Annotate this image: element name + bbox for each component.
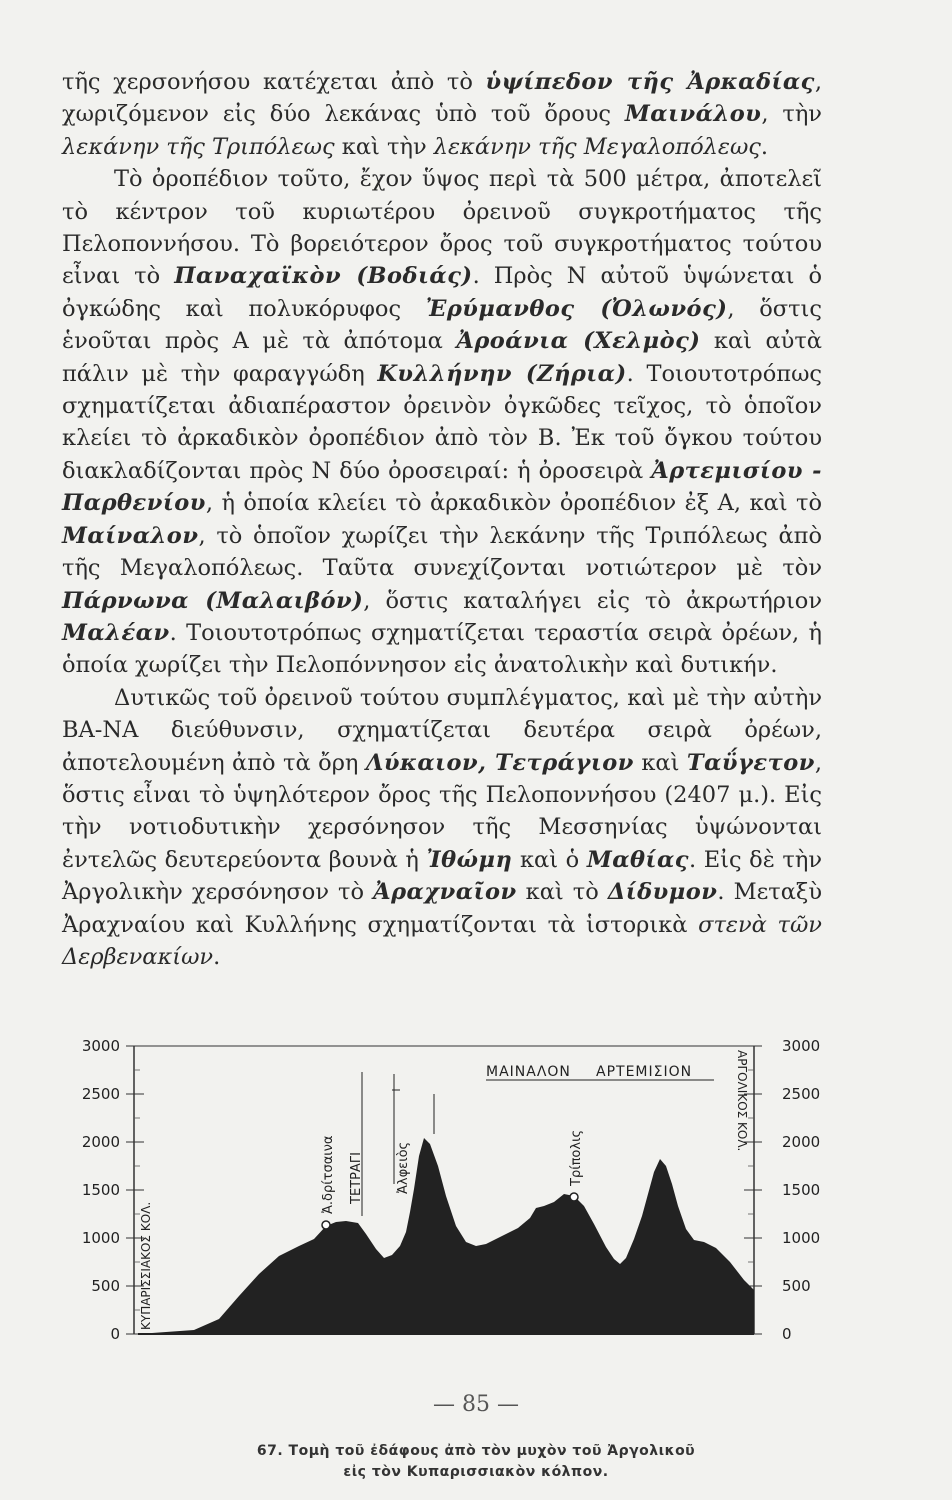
bold-term: Λύκαιον, Τετράγιον bbox=[365, 749, 634, 776]
left-tick-label: 500 bbox=[91, 1277, 120, 1295]
text-run: . Τοιουτοτρόπως σχηματίζεται τεραστία σειρὰ ὀρέων, ἡ ὁποία χωρίζει τὴν Πελοπόννησον εἰς ἀνατολικὴν καὶ δυτικήν. bbox=[62, 619, 822, 679]
text-run: Τὸ ὀροπέδιον τοῦτο, ἔχον ὕψος περὶ τὰ 500 μέτρα, ἀποτελεῖ τὸ κέντρον τοῦ κυριωτέρου ὀρεινοῦ συγκροτήματος τῆς Πελοποννήσου. Τὸ βορειότερον ὄρος τοῦ συγκροτήματος τούτου εἶναι τὸ bbox=[62, 166, 822, 290]
left-tick-label: 1000 bbox=[81, 1229, 120, 1247]
bold-term: Ταΰγετον bbox=[686, 749, 815, 776]
text-run: , χωριζόμενον εἰς δύο λεκάνας ὑπὸ τοῦ ὄρους bbox=[62, 69, 823, 128]
text-run: . Τοιουτοτρόπως σχηματίζεται ἀδιαπέραστον ὀρεινὸν ὀγκῶδες τεῖχος, τὸ ὁποῖον κλείει τὸ ἀρκαδικὸν ὀροπέδιον ἀπὸ τὸν Β. Ἐκ τοῦ ὄγκου τούτου διακλαδίζονται πρὸς Ν δύο ὀροσειραί: ἡ ὀροσειρὰ bbox=[62, 360, 823, 484]
italic-term: λεκάνην τῆς Μεγαλοπόλεως bbox=[433, 133, 761, 160]
bold-term: Μαινάλου bbox=[624, 101, 762, 128]
italic-term: λεκάνην τῆς Τριπόλεως bbox=[62, 133, 335, 160]
terrain-profile-svg bbox=[54, 1034, 844, 1394]
right-tick-label: 0 bbox=[782, 1325, 792, 1343]
italic-term: στενὰ τῶν Δερβενακίων bbox=[62, 911, 822, 970]
text-run: , ὅστις ἑνοῦται πρὸς Α μὲ τὰ ἀπότομα bbox=[62, 295, 822, 355]
page-number: — 85 — bbox=[433, 1392, 519, 1417]
left-gulf-label: ΚΥΠΑΡΙΣΣΙΑΚΟΣ ΚΟΛ. bbox=[139, 1201, 153, 1330]
left-tick-label: 0 bbox=[110, 1325, 120, 1343]
right-tick-label: 3000 bbox=[782, 1037, 821, 1055]
tripolis-marker bbox=[570, 1193, 578, 1201]
left-tick-label: 1500 bbox=[81, 1181, 120, 1199]
bold-term: Ἀραχναῖον bbox=[373, 879, 517, 906]
bold-term: Ἀρτεμισίου - Παρθενίου bbox=[62, 457, 822, 517]
bold-term: Κυλλήνην (Ζήρια) bbox=[377, 360, 627, 387]
paragraph bbox=[62, 66, 822, 163]
bold-term: Μαίναλον bbox=[62, 522, 199, 549]
text-run: καὶ bbox=[633, 749, 687, 776]
right-tick-label: 2500 bbox=[782, 1085, 821, 1103]
text-run: καὶ ὁ bbox=[512, 846, 587, 873]
bold-term: Μαλέαν bbox=[62, 619, 170, 646]
tetragi-label: ΤΕΤΡΑΓΙ bbox=[349, 1152, 364, 1204]
text-run: καὶ τὴν bbox=[334, 133, 434, 160]
bold-term: Δίδυμον bbox=[607, 879, 718, 906]
right-gulf-label: ΑΡΓΟΛΙΚΟΣ ΚΟΛ. bbox=[735, 1050, 749, 1152]
alfeios-label: Ἀλφειὸς bbox=[396, 1141, 411, 1194]
andritsaina-marker bbox=[322, 1221, 330, 1229]
left-tick-label: 2500 bbox=[81, 1085, 120, 1103]
text-run: , τὴν bbox=[761, 101, 822, 128]
bold-term: Ἀροάνια (Χελμὸς) bbox=[456, 328, 701, 355]
figure-caption-line-1: 67. Τομὴ τοῦ ἐδάφους ἀπὸ τὸν μυχὸν τοῦ Ἀργολικοῦ bbox=[256, 1443, 696, 1459]
text-run: . bbox=[213, 943, 221, 970]
text-run: Δυτικῶς τοῦ ὀρεινοῦ τούτου συμπλέγματος, καὶ μὲ τὴν αὐτὴν ΒΑ-ΝΑ διεύθυνσιν, σχηματίζεται δευτέρα σειρὰ ὀρέων, ἀποτελουμένη ἀπὸ τὰ ὄρη bbox=[62, 684, 822, 776]
body-text bbox=[62, 66, 822, 973]
mainalon-label: ΜΑΙΝΑΛΟΝ bbox=[486, 1064, 571, 1080]
text-run: καὶ τὸ bbox=[516, 879, 608, 906]
figure-caption-line-2: εἰς τὸν Κυπαρισσιακὸν κόλπον. bbox=[343, 1464, 609, 1480]
paragraph bbox=[62, 163, 822, 682]
bold-term: Πάρνωνα (Μαλαιβόν) bbox=[62, 587, 364, 614]
tripolis-label: Τρίπολις bbox=[569, 1129, 584, 1186]
paragraph bbox=[62, 682, 822, 974]
text-run: . Εἰς δὲ τὴν Ἀργολικὴν χερσόνησον τὸ bbox=[62, 846, 822, 906]
artemision-label: ΑΡΤΕΜΙΣΙΟΝ bbox=[596, 1064, 693, 1080]
right-tick-label: 2000 bbox=[782, 1133, 821, 1151]
text-run: , ἡ ὁποία κλείει τὸ ἀρκαδικὸν ὀροπέδιον ἐξ Α, καὶ τὸ bbox=[205, 490, 822, 517]
bold-term: Ἐρύμανθος (Ὀλωνός) bbox=[425, 295, 728, 322]
text-run: καὶ αὐτὰ πάλιν μὲ τὴν φαραγγώδη bbox=[62, 328, 822, 387]
text-run: τῆς χερσονήσου κατέχεται ἀπὸ τὸ bbox=[62, 69, 486, 95]
text-run: . Μεταξὺ Ἀραχναίου καὶ Κυλλήνης σχηματίζονται τὰ ἱστορικὰ bbox=[62, 879, 823, 938]
text-run: , τὸ ὁποῖον χωρίζει τὴν λεκάνην τῆς Τριπόλεως ἀπὸ τῆς Μεγαλοπόλεως. Ταῦτα συνεχίζονται νοτιώτερον μὲ τὸν bbox=[62, 522, 822, 582]
bold-term: Παναχαϊκὸν (Βοδιάς) bbox=[174, 263, 473, 290]
right-tick-label: 1500 bbox=[782, 1181, 821, 1199]
left-tick-label: 3000 bbox=[81, 1037, 120, 1055]
text-run: . Πρὸς Ν αὐτοῦ ὑψώνεται ὁ ὀγκώδης καὶ πολυκόρυφος bbox=[62, 263, 823, 322]
terrain-profile-figure bbox=[54, 1034, 844, 1394]
text-run: , ὅστις εἶναι τὸ ὑψηλότερον ὄρος τῆς Πελοποννήσου (2407 μ.). Εἰς τὴν νοτιοδυτικὴν χερσόνησον τῆς Μεσσηνίας ὑψώνονται ἐντελῶς δευτερεύοντα βουνὰ ἡ bbox=[62, 749, 822, 873]
terrain-silhouette bbox=[138, 1135, 754, 1334]
bold-term: Ἰθώμη bbox=[426, 846, 513, 873]
bold-term: Μαθίας bbox=[586, 846, 689, 873]
text-run: . bbox=[760, 133, 769, 160]
text-run: , ὅστις καταλήγει εἰς τὸ ἀκρωτήριον bbox=[363, 587, 822, 614]
andritsaina-label: Ἀ.δρίτσαινα bbox=[321, 1135, 336, 1214]
left-tick-label: 2000 bbox=[81, 1133, 120, 1151]
right-tick-label: 500 bbox=[782, 1277, 811, 1295]
bold-term: ὑψίπεδον τῆς Ἀρκαδίας bbox=[485, 69, 815, 95]
right-tick-label: 1000 bbox=[782, 1229, 821, 1247]
